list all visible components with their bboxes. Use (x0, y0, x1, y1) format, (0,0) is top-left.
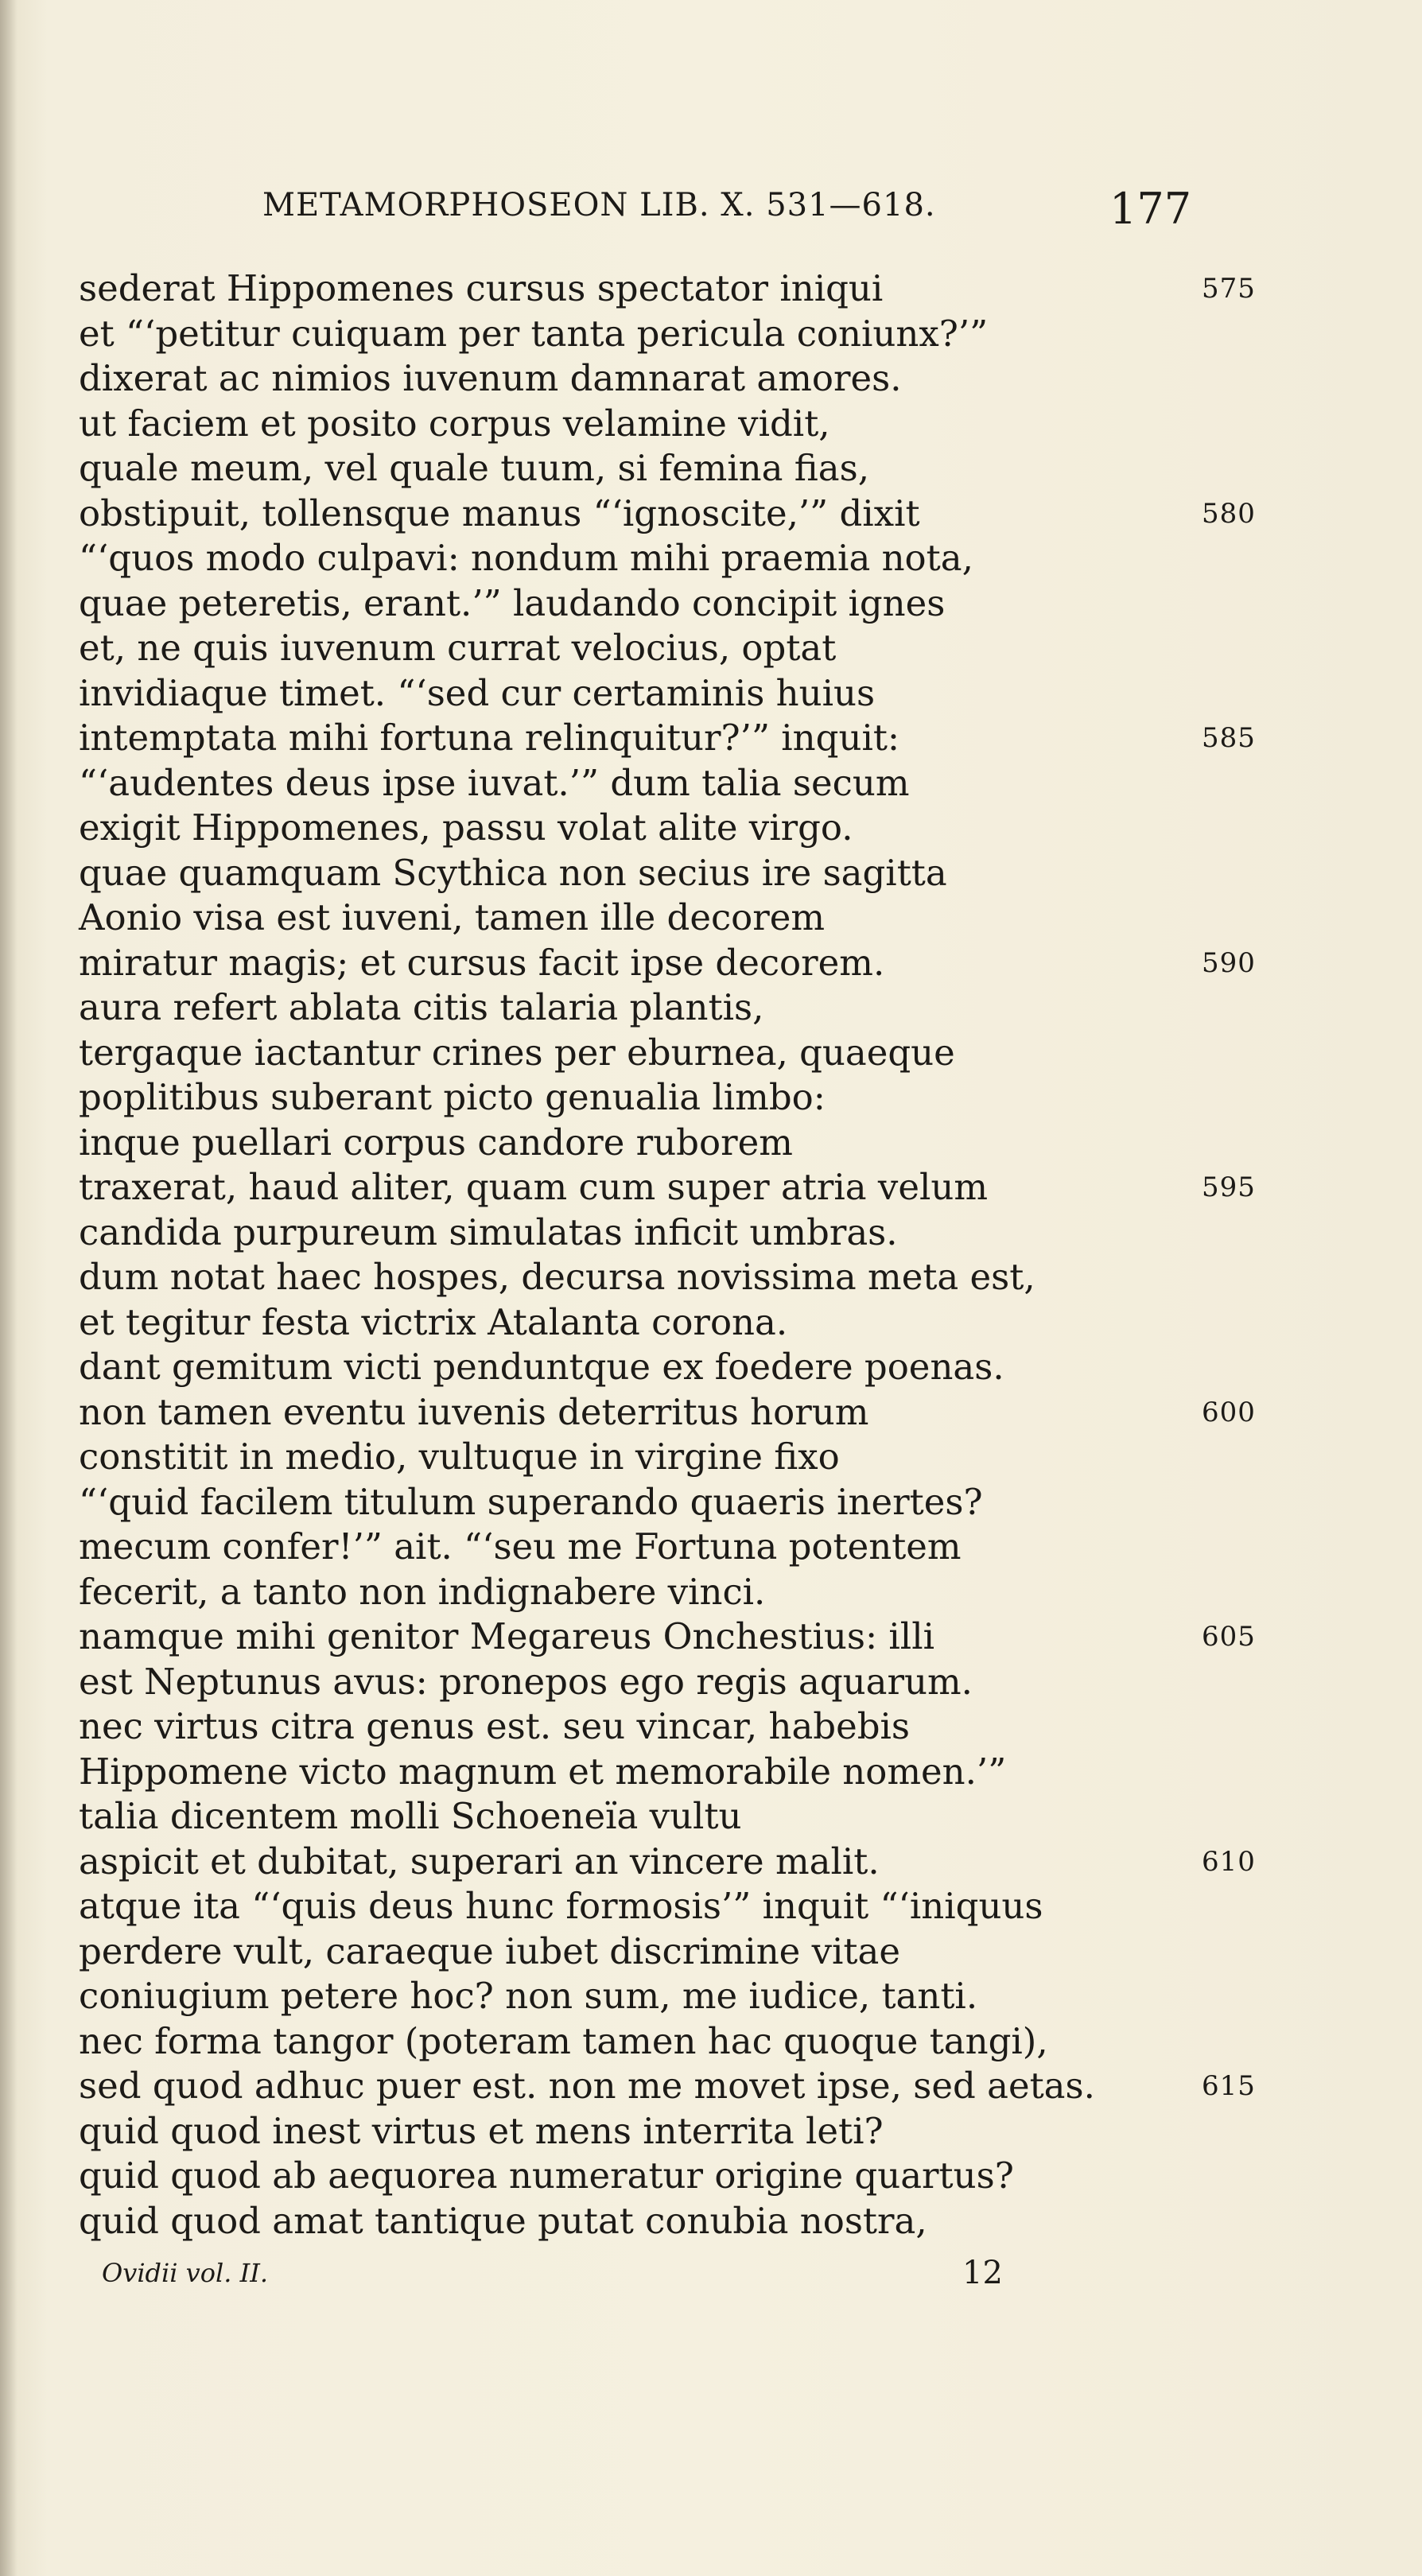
verse-line (79, 806, 1351, 851)
line-number: 585 (1202, 722, 1256, 754)
verse-text: obstipuit, tollensque manus “‘ignoscite,’” dixit (79, 491, 920, 534)
line-number: 595 (1202, 1171, 1256, 1203)
verse-line (79, 266, 1351, 312)
signature-number: 12 (962, 2255, 1003, 2291)
verse-text: dant gemitum victi penduntque ex foedere poenas. (79, 1346, 1004, 1388)
verse-line (79, 2019, 1351, 2065)
verse-line (79, 1300, 1351, 1346)
verse-text: Aonio visa est iuveni, tamen ille decorem (79, 896, 826, 938)
line-number: 615 (1202, 2070, 1256, 2102)
verse-line (79, 1840, 1351, 1885)
verse-line (79, 1345, 1351, 1390)
gutter-shadow (0, 0, 17, 2576)
verse-text: non tamen eventu iuvenis deterritus horum (79, 1390, 869, 1433)
verse-line (79, 536, 1351, 581)
verse-text: sed quod adhuc puer est. non me movet ipse, sed aetas. (79, 2065, 1095, 2107)
verse-text: invidiaque timet. “‘sed cur certaminis huius (79, 671, 876, 714)
verse-line (79, 1750, 1351, 1795)
verse-line (79, 1660, 1351, 1705)
line-number: 610 (1202, 1845, 1256, 1878)
verse-text: poplitibus suberant picto genualia limbo: (79, 1076, 826, 1118)
verse-text: et tegitur festa victrix Atalanta corona. (79, 1300, 788, 1343)
verse-line (79, 1704, 1351, 1750)
verse-text: tergaque iactantur crines per eburnea, quaeque (79, 1031, 955, 1074)
verse-text: “‘quos modo culpavi: nondum mihi praemia nota, (79, 537, 973, 579)
verse-text: et “‘petitur cuiquam per tanta pericula coniunx?’” (79, 312, 989, 355)
verse-text: dum notat haec hospes, decursa novissima meta est, (79, 1256, 1035, 1298)
verse-line (79, 1165, 1351, 1210)
verse-text: dixerat ac nimios iuvenum damnarat amores. (79, 357, 902, 399)
verse-line (79, 761, 1351, 806)
verse-text: intemptata mihi fortuna relinquitur?’” inquit: (79, 717, 900, 759)
verse-text: exigit Hippomenes, passu volat alite virgo. (79, 806, 853, 849)
page-number: 177 (1109, 184, 1192, 234)
verse-line (79, 1884, 1351, 1929)
verse-line (79, 1480, 1351, 1525)
running-head: METAMORPHOSEON LIB. X. 531—618. (262, 187, 936, 223)
line-number: 575 (1202, 273, 1256, 305)
verse-line (79, 312, 1351, 357)
verse-line (79, 491, 1351, 537)
verse-text: quale meum, vel quale tuum, si femina fias, (79, 447, 870, 489)
verse-line (79, 1390, 1351, 1436)
verse-block (79, 266, 1351, 2244)
verse-text: est Neptunus avus: pronepos ego regis aquarum. (79, 1660, 973, 1703)
verse-line (79, 1210, 1351, 1256)
line-number: 605 (1202, 1621, 1256, 1653)
verse-line (79, 941, 1351, 986)
verse-line (79, 1974, 1351, 2019)
verse-text: “‘audentes deus ipse iuvat.’” dum talia secum (79, 761, 910, 804)
verse-line (79, 1121, 1351, 1166)
verse-line (79, 1794, 1351, 1840)
verse-text: namque mihi genitor Megareus Onchestius: illi (79, 1615, 934, 1657)
verse-text: quid quod inest virtus et mens interrita leti? (79, 2109, 884, 2152)
verse-line (79, 985, 1351, 1031)
verse-line (79, 896, 1351, 941)
verse-text: quae peteretis, erant.’” laudando concipit ignes (79, 581, 946, 624)
verse-text: coniugium petere hoc? non sum, me iudice, tanti. (79, 1975, 978, 2017)
verse-text: sederat Hippomenes cursus spectator iniqui (79, 267, 884, 309)
verse-line (79, 1929, 1351, 1975)
verse-text: inque puellari corpus candore ruborem (79, 1121, 793, 1164)
verse-line (79, 1031, 1351, 1076)
signature-mark-text: Ovidii vol. II. (102, 2258, 269, 2288)
verse-line (79, 2199, 1351, 2244)
line-number: 590 (1202, 946, 1256, 979)
verse-text: mecum confer!’” ait. “‘seu me Fortuna potentem (79, 1525, 962, 1568)
verse-line (79, 1525, 1351, 1570)
verse-line (79, 626, 1351, 671)
verse-line (79, 1255, 1351, 1300)
verse-text: quae quamquam Scythica non secius ire sagitta (79, 851, 947, 894)
verse-text: aura refert ablata citis talaria plantis, (79, 986, 764, 1028)
verse-text: atque ita “‘quis deus hunc formosis’” inquit “‘iniquus (79, 1885, 1043, 1927)
verse-text: aspicit et dubitat, superari an vincere malit. (79, 1840, 880, 1882)
verse-line (79, 1614, 1351, 1660)
verse-text: quid quod amat tantique putat conubia nostra, (79, 2199, 927, 2242)
verse-line (79, 2064, 1351, 2109)
verse-line (79, 1435, 1351, 1480)
verse-text: perdere vult, caraeque iubet discrimine vitae (79, 1929, 900, 1972)
verse-line (79, 446, 1351, 491)
verse-text: nec forma tangor (poteram tamen hac quoque tangi), (79, 2019, 1048, 2062)
line-number: 600 (1202, 1396, 1256, 1428)
verse-text: et, ne quis iuvenum currat velocius, optat (79, 627, 837, 669)
verse-text: miratur magis; et cursus facit ipse decorem. (79, 941, 885, 984)
verse-line (79, 402, 1351, 447)
verse-text: constitit in medio, vultuque in virgine fixo (79, 1436, 840, 1478)
verse-line (79, 2154, 1351, 2199)
verse-line (79, 851, 1351, 896)
verse-line (79, 581, 1351, 627)
line-number: 580 (1202, 497, 1256, 530)
verse-text: nec virtus citra genus est. seu vincar, habebis (79, 1705, 910, 1747)
verse-line (79, 356, 1351, 402)
verse-text: traxerat, haud aliter, quam cum super atria velum (79, 1166, 988, 1208)
verse-text: talia dicentem molli Schoeneïa vultu (79, 1795, 742, 1837)
verse-line (79, 2109, 1351, 2154)
verse-text: quid quod ab aequorea numeratur origine quartus? (79, 2154, 1014, 2197)
verse-text: “‘quid facilem titulum superando quaeris inertes? (79, 1480, 983, 1523)
verse-line (79, 671, 1351, 717)
verse-line (79, 1570, 1351, 1615)
verse-line (79, 716, 1351, 761)
verse-text: fecerit, a tanto non indignabere vinci. (79, 1570, 766, 1613)
verse-text: ut faciem et posito corpus velamine vidit, (79, 402, 830, 445)
verse-text: Hippomene victo magnum et memorabile nomen.’” (79, 1750, 1007, 1793)
verse-line (79, 1075, 1351, 1121)
verse-text: candida purpureum simulatas inficit umbras. (79, 1210, 898, 1253)
